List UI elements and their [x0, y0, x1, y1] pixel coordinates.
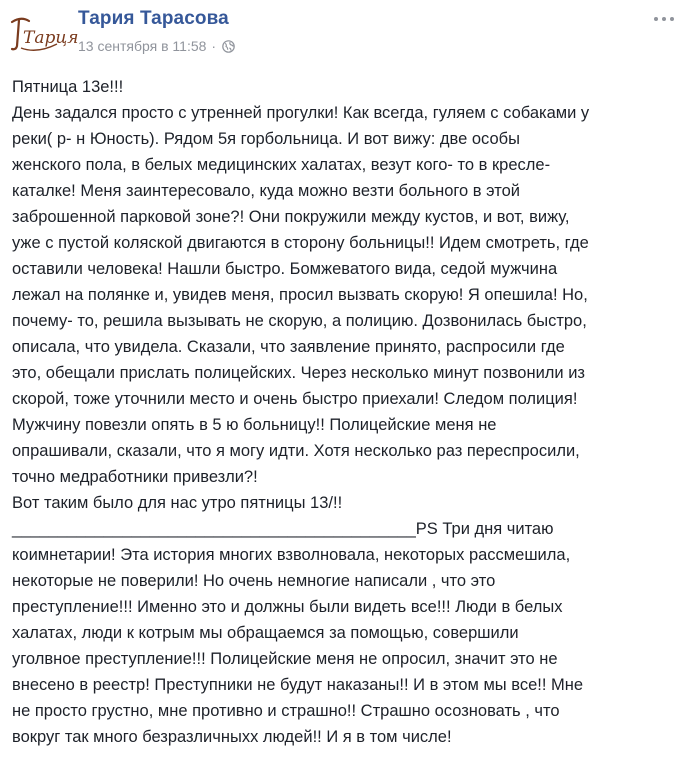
- post-text-line: вокруг так много безразличныхх людей!! И я в том числе!: [12, 728, 452, 746]
- post-text-line: опрашивали, сказали, что я могу идти. Хотя несколько раз переспросили,: [12, 442, 580, 460]
- post-header: [0, 0, 688, 62]
- post-text-line: каталке! Меня заинтересовало, куда можно везти больного в этой: [12, 182, 520, 200]
- post-text-line: уже с пустой коляской двигаются в сторону больницы!! Идем смотреть, где: [12, 234, 589, 252]
- post-text-line: Вот таким было для нас утро пятницы 13/!!: [12, 494, 343, 512]
- post-text-line: оставили человека! Нашли быстро. Бомжеватого вида, седой мужчина: [12, 260, 558, 278]
- post-text-line: заброшенной парковой зоне?! Они покружили между кустов, и вот, вижу,: [12, 208, 570, 226]
- post-text-line: лежал на полянке и, увидев меня, просил вызвать скорую! Я опешила! Но,: [12, 286, 588, 304]
- post-text-line: халатах, люди к котрым мы обращаемся за помощью, совершили: [12, 624, 519, 642]
- post-text-line: преступление!!! Именно это и должны были видеть все!!! Люди в белых: [12, 598, 563, 616]
- post-text-line: точно медработники привезли?!: [12, 468, 258, 486]
- post-text-line: уголвное преступление!!! Полицейские меня не опросил, значит это не: [12, 650, 558, 668]
- post-text-line: некоторые не поверили! Но очень немногие написали , что это: [12, 572, 496, 590]
- avatar[interactable]: [7, 10, 79, 56]
- post-text-line: Мужчину повезли опять в 5 ю больницу!! Полицейские меня не: [12, 416, 497, 434]
- post-text-line: не просто грустно, мне противно и страшно!! Страшно осозновать , что: [12, 702, 560, 720]
- meta-separator: ·: [211, 38, 217, 54]
- post-text-line: женского пола, в белых медицинских халатах, везут кого- то в кресле-: [12, 156, 551, 174]
- post-text-line: скорой, тоже уточнили место и очень быстро приехали! Следом полиция!: [12, 390, 578, 408]
- post-text-line: внесено в реестр! Преступники не будут наказаны!! И в этом мы все!! Мне: [12, 676, 584, 694]
- post-text-line: это, обещали прислать полицейских. Через несколько минут позвонили из: [12, 364, 585, 382]
- post-meta: [78, 38, 235, 54]
- post-date[interactable]: 13 сентября в 11:58: [78, 38, 207, 54]
- avatar-text: Тарця: [23, 28, 79, 48]
- post-text-line: коимнетарии! Эта история многих взволновала, некоторых рассмешила,: [12, 546, 571, 564]
- post-text-line: Пятница 13е!!!: [12, 78, 124, 96]
- post-text-line: почему- то, решила вызывать не скорую, а полицию. Дозвонилась быстро,: [12, 312, 587, 330]
- post-text: [12, 74, 680, 750]
- post-text-line: День задался просто с утренней прогулки! Как всегда, гуляем с собаками у: [12, 104, 590, 122]
- post-text-line: описала, что увидела. Сказали, что заявление принято, распросили где: [12, 338, 565, 356]
- globe-icon[interactable]: [222, 40, 235, 53]
- post-text-line: реки( р- н Юность). Рядом 5я горбольница. И вот вижу: две особы: [12, 130, 520, 148]
- author-name[interactable]: Тария Тарасова: [78, 8, 229, 29]
- post-text-line: ____________________________________________PS Три дня читаю: [12, 520, 554, 538]
- more-options-icon[interactable]: [654, 14, 674, 24]
